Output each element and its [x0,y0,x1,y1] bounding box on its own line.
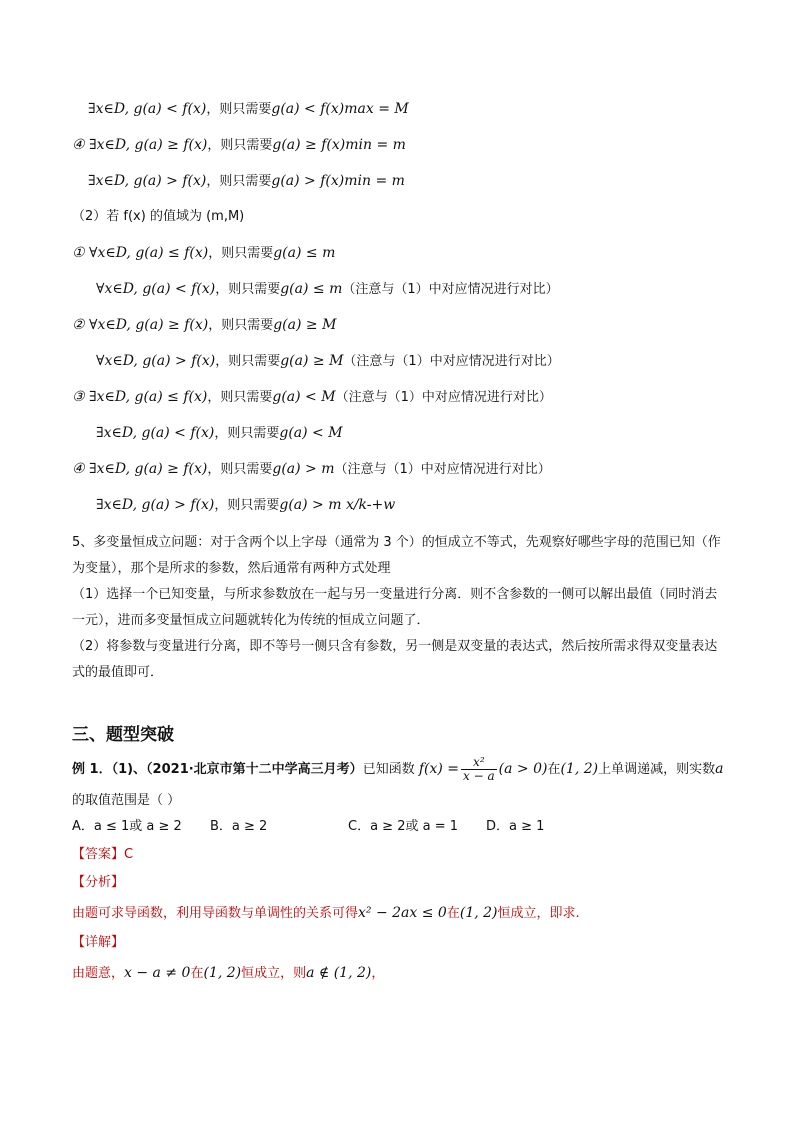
line-6 [96,280,559,299]
note: （注意与（1）中对应情况进行对比） [342,282,559,297]
example-line-2: 的取值范围是（ ） [72,793,181,808]
math-expr: g(a) ≤ m [280,281,343,297]
note: （注意与（1）中对应情况进行对比） [334,462,551,477]
text: 在 [547,762,561,777]
text: ，则只需要 [206,174,272,189]
text: ，则只需要 [207,390,273,405]
function-lhs: f(x) = [418,761,460,777]
example-line-1 [72,754,723,785]
text: 已知函数 [362,762,415,777]
math-expr: ∀x∈D, g(a) < f(x) [96,281,216,297]
math-expr: g(a) > f(x)min = m [271,173,405,189]
answer-row [72,846,133,864]
text: 由题可求导函数，利用导函数与单调性的关系可得 [72,906,359,921]
option-b: B．a ≥ 2 [210,819,268,834]
math-expr: ② ∀x∈D, g(a) ≥ f(x) [72,317,209,333]
math-expr: x − a ≠ 0 [124,965,191,981]
math-expr: g(a) ≥ f(x)min = m [272,137,406,153]
line-7 [72,316,336,335]
math-expr: ④ ∃x∈D, g(a) ≥ f(x) [72,461,208,477]
math-expr: g(a) ≥ M [280,353,344,369]
analysis-text [72,904,580,923]
math-expr: g(a) < f(x)max = M [271,101,409,117]
condition: (a > 0) [498,761,548,777]
line-4: （2）若 f(x) 的值域为 (m,M) [72,209,245,224]
math-expr: g(a) ≤ m [273,245,336,261]
text: 在 [446,906,460,921]
interval: (1, 2) [203,965,242,981]
text: ，则只需要 [214,498,280,513]
math-expr: a ∉ (1, 2) [306,965,372,981]
line-1 [88,100,409,119]
interval: (1, 2) [459,905,498,921]
math-expr: x² − 2ax ≤ 0 [358,905,447,921]
math-expr: ∃x∈D, g(a) < f(x) [96,425,215,441]
text: ， [371,966,385,981]
answer-value: C [124,847,134,862]
fraction-denominator: x − a [463,769,495,783]
line-12 [96,496,395,515]
section5-p1: 5、多变量恒成立问题：对于含两个以上字母（通常为 3 个）的恒成立不等式，先观察好哪些字母的范围已知（作为变量），那个是所求的参数，然后通常有两种方式处理 [72,535,721,576]
line-2 [72,136,406,155]
line-10 [96,424,343,443]
math-expr: ③ ∃x∈D, g(a) ≤ f(x) [72,389,208,405]
line-11 [72,460,551,479]
text: ，则只需要 [208,318,274,333]
answer-label: 【答案】 [72,847,125,862]
math-expr: g(a) > m [272,461,335,477]
detail-text [72,964,384,983]
text: 在 [190,966,204,981]
section-title: 三、题型突破 [72,725,174,745]
text: ，则只需要 [208,246,274,261]
variable: a [715,761,724,777]
line-5 [72,244,335,263]
section5-p2: （1）选择一个已知变量，与所求参数放在一起与另一变量进行分离．则不含参数的一侧可以解出最值（同时消去一元），进而多变量恒成立问题就转化为传统的恒成立问题了． [72,587,718,628]
text: ，则只需要 [206,102,272,117]
option-a: A．a ≤ 1或 a ≥ 2 [72,819,182,834]
text: ，则只需要 [207,138,273,153]
text: 恒成立，即求. [497,906,580,921]
math-expr: g(a) > m x/k-+w [279,497,396,513]
detail-label: 【详解】 [72,935,125,950]
option-d: D．a ≥ 1 [486,819,545,834]
fraction-numerator: x² [461,756,497,770]
math-expr: g(a) < M [272,389,336,405]
math-expr: ∃x∈D, g(a) < f(x) [88,101,207,117]
text: ，则只需要 [214,426,280,441]
example-label: 例 1．（1)、（2021·北京市第十二中学高三月考） [72,762,363,777]
line-9 [72,388,552,407]
text: ，则只需要 [215,354,281,369]
math-expr: ∃x∈D, g(a) > f(x) [96,497,215,513]
math-expr: g(a) ≥ M [273,317,337,333]
option-c: C．a ≥ 2或 a = 1 [348,819,458,834]
math-expr: ① ∀x∈D, g(a) ≤ f(x) [72,245,209,261]
math-expr: ∀x∈D, g(a) > f(x) [96,353,216,369]
section5-p3: （2）将参数与变量进行分离，即不等号一侧只含有参数，另一侧是双变量的表达式，然后按所需求得双变量表达式的最值即可． [72,639,718,680]
fraction [461,756,497,783]
math-expr: g(a) < M [279,425,343,441]
text: ，则只需要 [207,462,273,477]
text: 由题意， [72,966,125,981]
note: （注意与（1）中对应情况进行对比） [343,354,560,369]
line-3 [88,172,405,191]
math-expr: ∃x∈D, g(a) > f(x) [88,173,207,189]
line-8 [96,352,560,371]
text: 上单调递减，则实数 [598,762,716,777]
text: ，则只需要 [215,282,281,297]
text: 恒成立，则 [241,966,307,981]
analysis-label: 【分析】 [72,875,125,890]
interval: (1, 2) [560,761,599,777]
note: （注意与（1）中对应情况进行对比） [335,390,552,405]
math-expr: ④ ∃x∈D, g(a) ≥ f(x) [72,137,208,153]
